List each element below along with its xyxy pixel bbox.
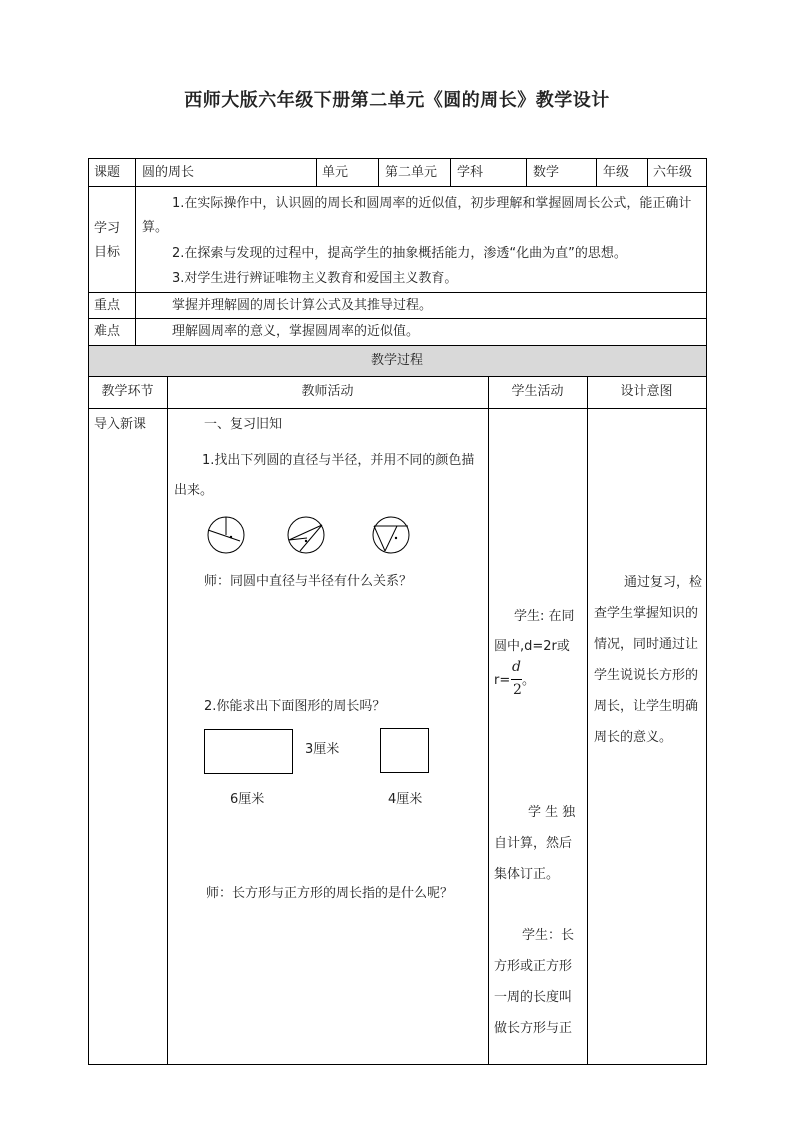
student-answer-1: 学生: 在同圆中,d=2r或 bbox=[494, 609, 575, 654]
table-border bbox=[88, 376, 707, 377]
fraction-numerator: d bbox=[512, 659, 521, 675]
question-2: 2.你能求出下面图形的周长吗？ bbox=[204, 699, 386, 714]
topic-value: 圆的周长 bbox=[142, 165, 195, 180]
question-1: 1.找出下列圆的直径与半径，并用不同的颜色描出来。 bbox=[174, 453, 475, 498]
table-border bbox=[647, 158, 648, 186]
table-border bbox=[88, 158, 707, 159]
col-header-student: 学生活动 bbox=[511, 384, 564, 399]
stage-label: 导入新课 bbox=[94, 417, 147, 432]
circle-diagrams bbox=[200, 508, 420, 562]
table-border bbox=[450, 158, 451, 186]
table-border bbox=[596, 158, 597, 186]
table-border bbox=[88, 345, 707, 346]
teacher-question-1: 师：同圆中直径与半径有什么关系？ bbox=[204, 574, 413, 589]
table-border bbox=[88, 1064, 707, 1065]
fraction-end: 。 bbox=[522, 673, 536, 688]
circle-triangle-icon bbox=[373, 517, 409, 553]
fraction-bar bbox=[511, 679, 522, 680]
table-border bbox=[378, 158, 379, 186]
difficulty-text: 理解圆周率的意义，掌握圆周率的近似值。 bbox=[172, 324, 420, 339]
table-border bbox=[135, 158, 136, 345]
page-title: 西师大版六年级下册第二单元《圆的周长》教学设计 bbox=[184, 90, 610, 111]
col-header-intent: 设计意图 bbox=[620, 384, 673, 399]
table-border bbox=[88, 158, 89, 1065]
unit-value: 第二单元 bbox=[385, 165, 438, 180]
difficulty-label: 难点 bbox=[94, 324, 121, 339]
col-header-teacher: 教师活动 bbox=[301, 384, 354, 399]
design-intent: 通过复习，检查学生掌握知识的情况，同时通过让学生说说长方形的周长，让学生明确周长的意义。 bbox=[594, 575, 703, 745]
square-shape bbox=[380, 728, 429, 773]
table-border bbox=[88, 408, 707, 409]
student-answer-r: r= bbox=[494, 673, 511, 688]
unit-label: 单元 bbox=[322, 165, 349, 180]
rectangle-shape bbox=[204, 729, 293, 774]
key-point-text: 掌握并理解圆的周长计算公式及其推导过程。 bbox=[172, 298, 433, 313]
objective-item: 3.对学生进行辨证唯物主义教育和爱国主义教育。 bbox=[172, 271, 458, 286]
table-border bbox=[167, 376, 168, 1065]
circle-chords-icon bbox=[288, 517, 324, 553]
table-border bbox=[88, 186, 707, 187]
table-border bbox=[526, 158, 527, 186]
objective-item: 1.在实际操作中，认识圆的周长和圆周率的近似值，初步理解和掌握圆周长公式，能正确计算。 bbox=[142, 196, 692, 235]
student-answer-3: 学生：长方形或正方形一周的长度叫做长方形与正 bbox=[494, 928, 575, 1036]
table-border bbox=[706, 158, 707, 1065]
student-answer-2: 学 生 独自计算，然后集体订正。 bbox=[494, 805, 576, 882]
fraction-denominator: 2 bbox=[513, 682, 522, 698]
subject-label: 学科 bbox=[457, 165, 484, 180]
table-border bbox=[587, 376, 588, 1065]
objectives-label: 学习 bbox=[94, 221, 121, 236]
rect-height-label: 3厘米 bbox=[305, 742, 340, 757]
topic-label: 课题 bbox=[94, 165, 121, 180]
key-point-label: 重点 bbox=[94, 298, 121, 313]
col-header-stage: 教学环节 bbox=[101, 384, 154, 399]
table-border bbox=[88, 292, 707, 293]
review-heading: 一、复习旧知 bbox=[204, 417, 283, 432]
subject-value: 数学 bbox=[533, 165, 560, 180]
table-border bbox=[316, 158, 317, 186]
process-heading: 教学过程 bbox=[370, 353, 423, 368]
square-side-label: 4厘米 bbox=[388, 792, 423, 807]
objectives-label: 目标 bbox=[94, 245, 121, 260]
table-border bbox=[488, 376, 489, 1065]
grade-value: 六年级 bbox=[653, 165, 693, 180]
table-border bbox=[88, 318, 707, 319]
objective-item: 2.在探索与发现的过程中，提高学生的抽象概括能力，渗透“化曲为直”的思想。 bbox=[172, 246, 627, 261]
teacher-question-2: 师：长方形与正方形的周长指的是什么呢？ bbox=[206, 886, 454, 901]
circle-diameter-icon bbox=[208, 517, 244, 553]
rect-width-label: 6厘米 bbox=[230, 792, 265, 807]
grade-label: 年级 bbox=[603, 165, 630, 180]
